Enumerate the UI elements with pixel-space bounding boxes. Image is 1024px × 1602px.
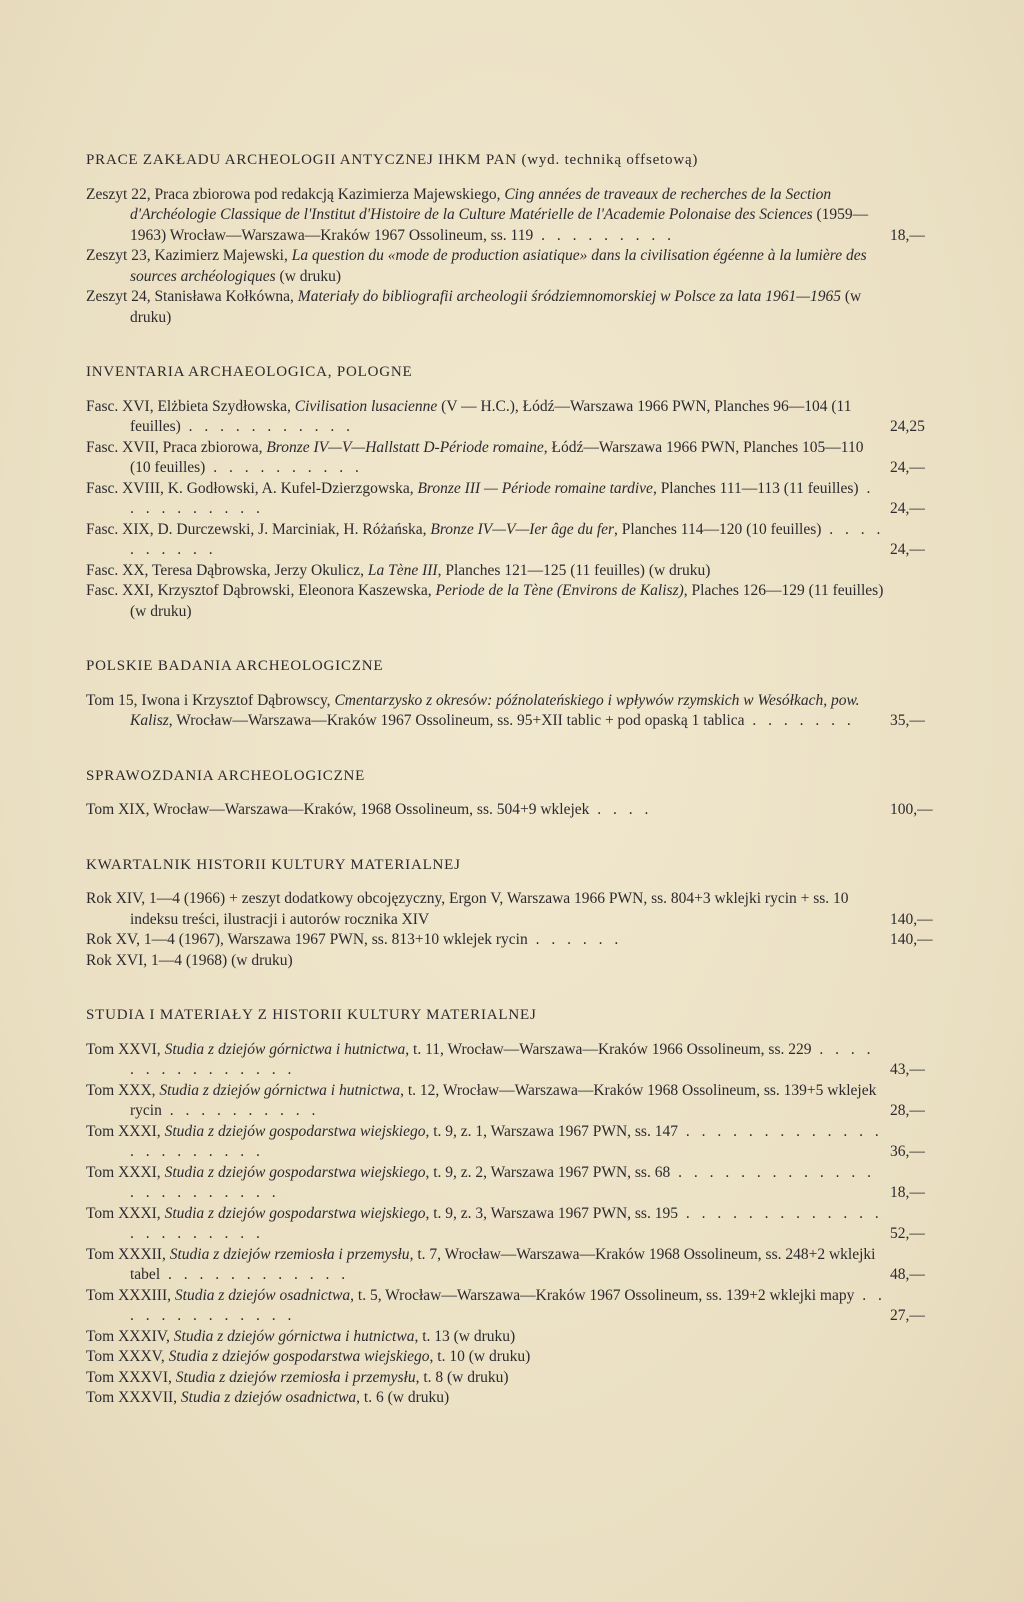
catalog-section bbox=[86, 855, 946, 972]
entry-details: , Planches 121—125 (11 feuilles) (w druku) bbox=[437, 561, 711, 579]
entry-details: , t. 13 (w druku) bbox=[414, 1327, 516, 1345]
entry-price: 18,— bbox=[890, 226, 925, 244]
entry-details: , Planches 111—113 (11 feuilles) bbox=[652, 479, 859, 497]
catalog-entry bbox=[86, 520, 946, 561]
entry-title: Studia z dziejów gospodarstwa wiejskiego bbox=[164, 1122, 426, 1140]
entry-lead: Fasc. XVI, Elżbieta Szydłowska, bbox=[86, 397, 295, 415]
entry-title: Studia z dziejów osadnictwa bbox=[180, 1389, 357, 1406]
catalog-section bbox=[86, 362, 946, 622]
entry-details: , Plaches 126—129 (11 feuilles) (w druku) bbox=[130, 582, 884, 620]
entry-title: La Tène III bbox=[367, 561, 438, 579]
section-title: POLSKIE BADANIA ARCHEOLOGICZNE bbox=[86, 658, 384, 674]
catalog-entry bbox=[86, 800, 946, 821]
entry-price: 24,25 bbox=[890, 418, 925, 435]
entry-lead: Tom XXXVII, bbox=[86, 1389, 181, 1406]
entry-lead: Fasc. XIX, D. Durczewski, J. Marciniak, H. Różańska, bbox=[86, 520, 431, 538]
catalog-section bbox=[86, 766, 946, 821]
catalog-entry bbox=[86, 1245, 946, 1286]
entry-details: , t. 11, Wrocław—Warszawa—Kraków 1966 Ossolineum, ss. 229 bbox=[405, 1040, 812, 1058]
entry-title: Cing années de traveaux de recherches de la Section d'Archéologie Classique de l'Institut d'Histoire de la Culture Matérielle de l'Academie Polonaise des Sciences bbox=[130, 185, 832, 223]
entry-details: (1959—1963) Wrocław—Warszawa—Kraków 1967 Ossolineum, ss. 119 bbox=[130, 206, 869, 244]
leader-dots: . . . . . . . . . . . . . . . . . . . . . . bbox=[130, 1122, 883, 1160]
catalog-entry bbox=[86, 1286, 946, 1327]
entry-details: , t. 12, Wrocław—Warszawa—Kraków 1968 Ossolineum, ss. 139+5 wklejek rycin bbox=[130, 1081, 877, 1119]
entry-details: (V — H.C.), Łódź—Warszawa 1966 PWN, Planches 96—104 (11 feuilles) bbox=[130, 397, 852, 435]
entry-price: 100,— bbox=[890, 801, 933, 818]
entry-details: , t. 7, Wrocław—Warszawa—Kraków 1968 Ossolineum, ss. 248+2 wklejki tabel bbox=[130, 1245, 876, 1283]
entry-details: , t. 9, z. 2, Warszawa 1967 PWN, ss. 68 bbox=[425, 1163, 671, 1181]
catalog-entry bbox=[86, 930, 946, 951]
entry-details: (w druku) bbox=[130, 288, 862, 326]
entry-title: Bronze III — Période romaine tardive bbox=[417, 479, 653, 497]
entry-title: Cmentarzysko z okresów: późnolateńskiego i wpływów rzymskich w Wesółkach, pow. Kalisz bbox=[130, 691, 860, 729]
entry-lead: Tom XXXIII, bbox=[86, 1286, 175, 1304]
entry-details: , Łódź—Warszawa 1966 PWN, Planches 105—110 (10 feuilles) bbox=[130, 438, 864, 476]
entry-price: 27,— bbox=[890, 1307, 925, 1324]
catalog-entry bbox=[86, 1122, 946, 1163]
leader-dots: . . . . . . . . . . bbox=[130, 479, 875, 517]
entry-lead: Fasc. XXI, Krzysztof Dąbrowski, Eleonora Kaszewska, bbox=[86, 582, 436, 599]
entry-details: , t. 6 (w druku) bbox=[356, 1389, 450, 1406]
catalog-entry bbox=[86, 951, 946, 972]
catalog-entry bbox=[86, 1204, 946, 1245]
catalog-entry bbox=[86, 479, 946, 520]
leader-dots: . . . . . . . . . . . . . . . . . . . . . . bbox=[130, 1204, 883, 1242]
entry-lead: Zeszyt 24, Stanisława Kołkówna, bbox=[86, 288, 298, 305]
catalog-entry bbox=[86, 1163, 946, 1204]
section-title: INVENTARIA ARCHAEOLOGICA, POLOGNE bbox=[86, 364, 413, 380]
entry-details: , t. 8 (w druku) bbox=[415, 1368, 509, 1386]
entry-price: 48,— bbox=[890, 1266, 925, 1283]
entry-price: 28,— bbox=[890, 1102, 925, 1119]
entry-lead: Tom XXXI, bbox=[86, 1204, 165, 1222]
catalog-entry bbox=[86, 1388, 946, 1409]
leader-dots: . . . . . . . . . . bbox=[161, 1102, 320, 1119]
entry-lead: Rok XV, 1—4 (1967), Warszawa 1967 PWN, ss. 813+10 wklejek rycin bbox=[86, 931, 528, 948]
entry-lead: Fasc. XX, Teresa Dąbrowska, Jerzy Okulicz, bbox=[86, 561, 368, 579]
catalog-entry bbox=[86, 397, 946, 438]
catalog-entry bbox=[86, 1347, 946, 1368]
entry-title: Studia z dziejów górnictwa i hutnictwa bbox=[159, 1081, 401, 1099]
entry-lead: Tom XXXI, bbox=[86, 1122, 165, 1140]
entry-title: Studia z dziejów rzemiosła i przemysłu bbox=[175, 1368, 416, 1386]
entry-lead: Tom XXXIV, bbox=[86, 1327, 174, 1345]
catalog-entry bbox=[86, 581, 946, 622]
catalog-entry bbox=[86, 691, 946, 732]
entry-details: , t. 5, Wrocław—Warszawa—Kraków 1967 Ossolineum, ss. 139+2 wklejki mapy bbox=[350, 1286, 855, 1304]
leader-dots: . . . . . . bbox=[527, 931, 623, 948]
entry-title: Civilisation lusacienne bbox=[294, 397, 438, 415]
entry-title: Bronze IV—V—Hallstatt D-Période romaine bbox=[266, 438, 544, 456]
entry-lead: Tom XXXI, bbox=[86, 1163, 165, 1181]
leader-dots: . . . . . . . . . . . . . . . . . . . . . . . bbox=[130, 1163, 875, 1201]
entry-details: , Planches 114—120 (10 feuilles) bbox=[614, 520, 822, 538]
entry-details: , t. 9, z. 3, Warszawa 1967 PWN, ss. 195 bbox=[425, 1204, 678, 1222]
catalog-entry bbox=[86, 287, 946, 328]
entry-title: Studia z dziejów górnictwa i hutnictwa bbox=[173, 1327, 415, 1345]
catalog-entry bbox=[86, 1368, 946, 1389]
catalog-entry bbox=[86, 1040, 946, 1081]
catalog-section bbox=[86, 150, 946, 328]
entry-lead: Zeszyt 23, Kazimierz Majewski, bbox=[86, 247, 292, 264]
entry-lead: Tom XXVI, bbox=[86, 1040, 165, 1058]
leader-dots: . . . . . . . . . . bbox=[130, 520, 885, 558]
entry-price: 18,— bbox=[890, 1184, 925, 1201]
catalog-section bbox=[86, 1005, 946, 1409]
entry-price: 35,— bbox=[890, 712, 925, 729]
entry-lead: Fasc. XVII, Praca zbiorowa, bbox=[86, 438, 267, 456]
leader-dots: . . . . . . . . . bbox=[533, 226, 675, 244]
entry-price: 24,— bbox=[890, 541, 925, 558]
catalog-section bbox=[86, 656, 946, 732]
entry-title: Studia z dziejów gospodarstwa wiejskiego bbox=[168, 1348, 430, 1365]
catalog-content bbox=[86, 150, 946, 1443]
entry-price: 43,— bbox=[890, 1061, 925, 1078]
entry-price: 24,— bbox=[890, 500, 925, 517]
leader-dots: . . . . bbox=[589, 801, 653, 818]
entry-details: , t. 9, z. 1, Warszawa 1967 PWN, ss. 147 bbox=[425, 1122, 678, 1140]
section-title: SPRAWOZDANIA ARCHEOLOGICZNE bbox=[86, 767, 366, 784]
catalog-entry bbox=[86, 1327, 946, 1348]
entry-price: 36,— bbox=[890, 1143, 925, 1160]
leader-dots: . . . . . . . . . . bbox=[205, 459, 363, 476]
leader-dots: . . . . . . . bbox=[744, 712, 855, 729]
entry-title: Periode de la Tène (Environs de Kalisz) bbox=[435, 582, 684, 599]
catalog-entry bbox=[86, 438, 946, 479]
entry-title: Studia z dziejów gospodarstwa wiejskiego bbox=[164, 1204, 426, 1222]
leader-dots: . . . . . . . . . . . . . bbox=[130, 1286, 886, 1324]
entry-lead: Rok XIV, 1—4 (1966) + zeszyt dodatkowy obcojęzyczny, Ergon V, Warszawa 1966 PWN, ss. 804+3 wklejki rycin + ss. 10 indeksu treści, ilustracji i autorów rocznika XIV bbox=[86, 890, 849, 928]
entry-price: 140,— bbox=[890, 931, 933, 948]
entry-lead: Tom XXXV, bbox=[86, 1348, 169, 1365]
leader-dots: . . . . . . . . . . . bbox=[180, 418, 355, 435]
entry-lead: Tom 15, Iwona i Krzysztof Dąbrowscy, bbox=[86, 691, 335, 709]
entry-details: , Wrocław—Warszawa—Kraków 1967 Ossolineum, ss. 95+XII tablic + pod opaską 1 tablica bbox=[168, 712, 745, 729]
entry-lead: Fasc. XVIII, K. Godłowski, A. Kufel-Dzierzgowska, bbox=[86, 479, 418, 497]
entry-title: La question du «mode de production asiatique» dans la civilisation égéenne à la lumière des sources archéologiques bbox=[130, 247, 867, 285]
section-title: KWARTALNIK HISTORII KULTURY MATERIALNEJ bbox=[86, 856, 461, 873]
leader-dots: . . . . . . . . . . . . bbox=[160, 1266, 350, 1283]
entry-lead: Tom XXXII, bbox=[86, 1245, 170, 1263]
entry-details: , t. 10 (w druku) bbox=[429, 1348, 531, 1365]
catalog-entry bbox=[86, 561, 946, 582]
entry-title: Bronze IV—V—Ier âge du fer bbox=[430, 520, 615, 538]
entry-price: 24,— bbox=[890, 459, 925, 476]
catalog-entry bbox=[86, 246, 946, 287]
entry-lead: Tom XIX, Wrocław—Warszawa—Kraków, 1968 Ossolineum, ss. 504+9 wklejek bbox=[86, 801, 590, 818]
catalog-entry bbox=[86, 185, 946, 247]
entry-price: 140,— bbox=[890, 910, 933, 928]
entry-lead: Zeszyt 22, Praca zbiorowa pod redakcją Kazimierza Majewskiego, bbox=[86, 185, 505, 203]
catalog-entry bbox=[86, 1081, 946, 1122]
entry-title: Studia z dziejów gospodarstwa wiejskiego bbox=[164, 1163, 426, 1181]
catalog-entry bbox=[86, 889, 946, 930]
entry-details: (w druku) bbox=[275, 267, 342, 285]
entry-title: Materiały do bibliografii archeologii śródziemnomorskiej w Polsce za lata 1961—1965 bbox=[297, 288, 841, 305]
entry-lead: Rok XVI, 1—4 (1968) (w druku) bbox=[86, 951, 293, 969]
entry-title: Studia z dziejów osadnictwa bbox=[174, 1286, 351, 1304]
entry-lead: Tom XXXVI, bbox=[86, 1368, 176, 1386]
entry-title: Studia z dziejów rzemiosła i przemysłu bbox=[169, 1245, 410, 1263]
entry-title: Studia z dziejów górnictwa i hutnictwa bbox=[164, 1040, 406, 1058]
entry-lead: Tom XXX, bbox=[86, 1081, 160, 1099]
section-title: PRACE ZAKŁADU ARCHEOLOGII ANTYCZNEJ IHKM PAN (wyd. techniką offsetową) bbox=[86, 152, 699, 168]
entry-price: 52,— bbox=[890, 1225, 925, 1242]
leader-dots: . . . . . . . . . . . . . . . bbox=[130, 1040, 875, 1078]
section-title: STUDIA I MATERIAŁY Z HISTORII KULTURY MATERIALNEJ bbox=[86, 1007, 537, 1023]
